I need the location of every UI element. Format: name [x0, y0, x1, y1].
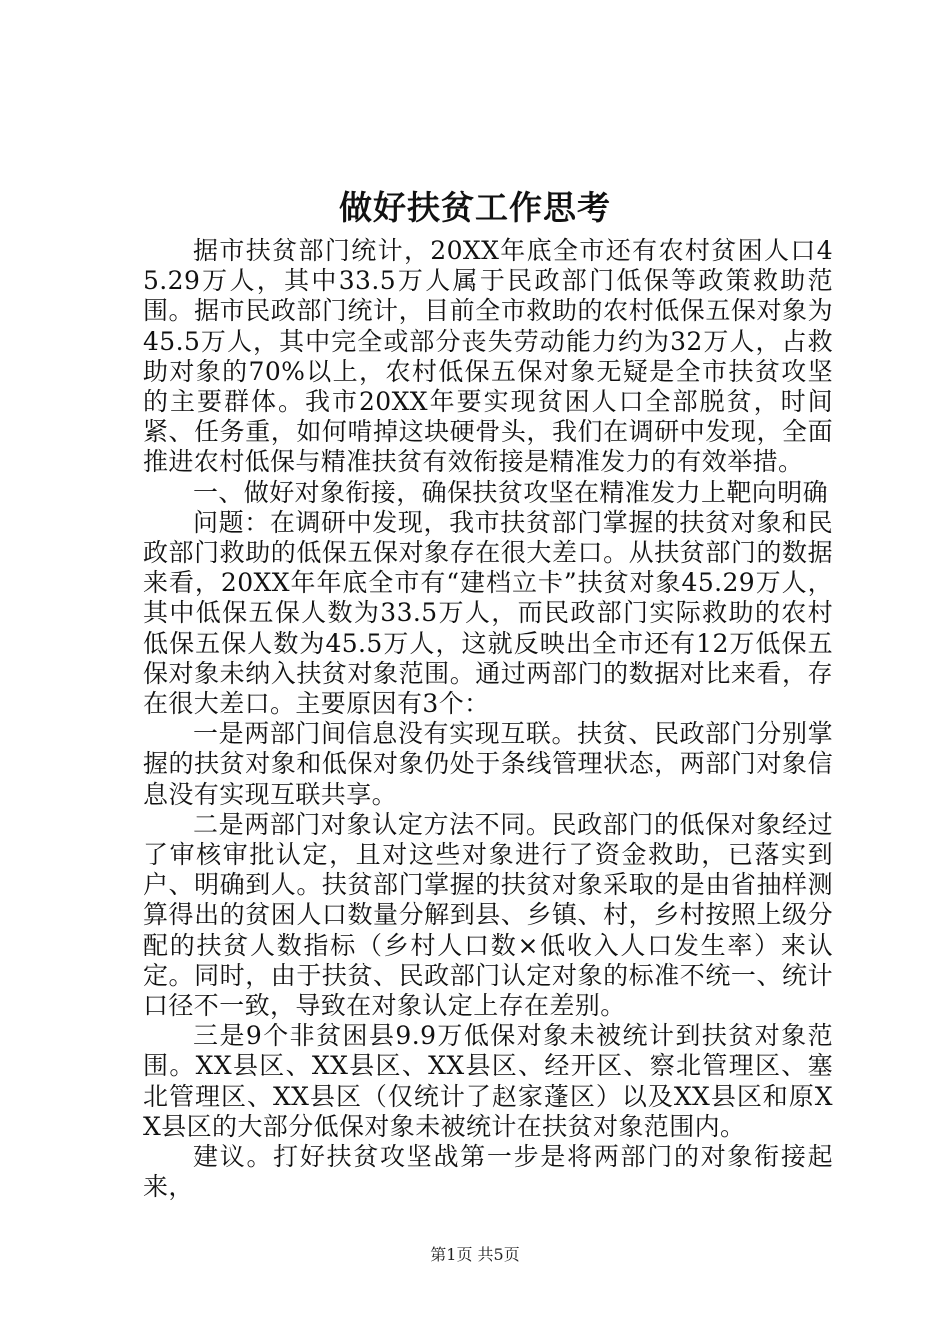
- paragraph-reason-1: 一是两部门间信息没有实现互联。扶贫、民政部门分别掌握的扶贫对象和低保对象仍处于条线管理状态，两部门对象信息没有实现互联共享。: [143, 719, 833, 809]
- paragraph-problem: 问题：在调研中发现，我市扶贫部门掌握的扶贫对象和民政部门救助的低保五保对象存在很大差口。从扶贫部门的数据来看，20XX年年底全市有“建档立卡”扶贫对象45.29万人，其中低保五保人数为33.5万人，而民政部门实际救助的农村低保五保人数为45.5万人，这就反映出全市还有12万低保五保对象未纳入扶贫对象范围。通过两部门的数据对比来看，存在很大差口。主要原因有3个：: [143, 507, 833, 719]
- document-title: 做好扶贫工作思考: [339, 188, 611, 227]
- page-footer: 第1页 共5页: [430, 1245, 520, 1264]
- paragraph-intro: 据市扶贫部门统计，20XX年底全市还有农村贫困人口45.29万人，其中33.5万人属于民政部门低保等政策救助范围。据市民政部门统计，目前全市救助的农村低保五保对象为45.5万人，其中完全或部分丧失劳动能力约为32万人，占救助对象的70%以上，农村低保五保对象无疑是全市扶贫攻坚的主要群体。我市20XX年要实现贫困人口全部脱贫，时间紧、任务重，如何啃掉这块硬骨头，我们在调研中发现，全面推进农村低保与精准扶贫有效衔接是精准发力的有效举措。: [143, 236, 833, 477]
- paragraph-suggestion: 建议。打好扶贫攻坚战第一步是将两部门的对象衔接起来，: [143, 1142, 833, 1202]
- paragraph-reason-2: 二是两部门对象认定方法不同。民政部门的低保对象经过了审核审批认定，且对这些对象进行了资金救助，已落实到户、明确到人。扶贫部门掌握的扶贫对象采取的是由省抽样测算得出的贫困人口数量分解到县、乡镇、村，乡村按照上级分配的扶贫人数指标（乡村人口数×低收入人口发生率）来认定。同时，由于扶贫、民政部门认定对象的标准不统一、统计口径不一致，导致在对象认定上存在差别。: [143, 809, 833, 1021]
- document-body: [143, 236, 833, 1203]
- section-heading-1: 一、做好对象衔接，确保扶贫攻坚在精准发力上靶向明确: [193, 477, 829, 507]
- paragraph-reason-3: 三是9个非贫困县9.9万低保对象未被统计到扶贫对象范围。XX县区、XX县区、XX县区、经开区、察北管理区、塞北管理区、XX县区（仅统计了赵家蓬区）以及XX县区和原XX县区的大部分低保对象未被统计在扶贫对象范围内。: [143, 1021, 833, 1141]
